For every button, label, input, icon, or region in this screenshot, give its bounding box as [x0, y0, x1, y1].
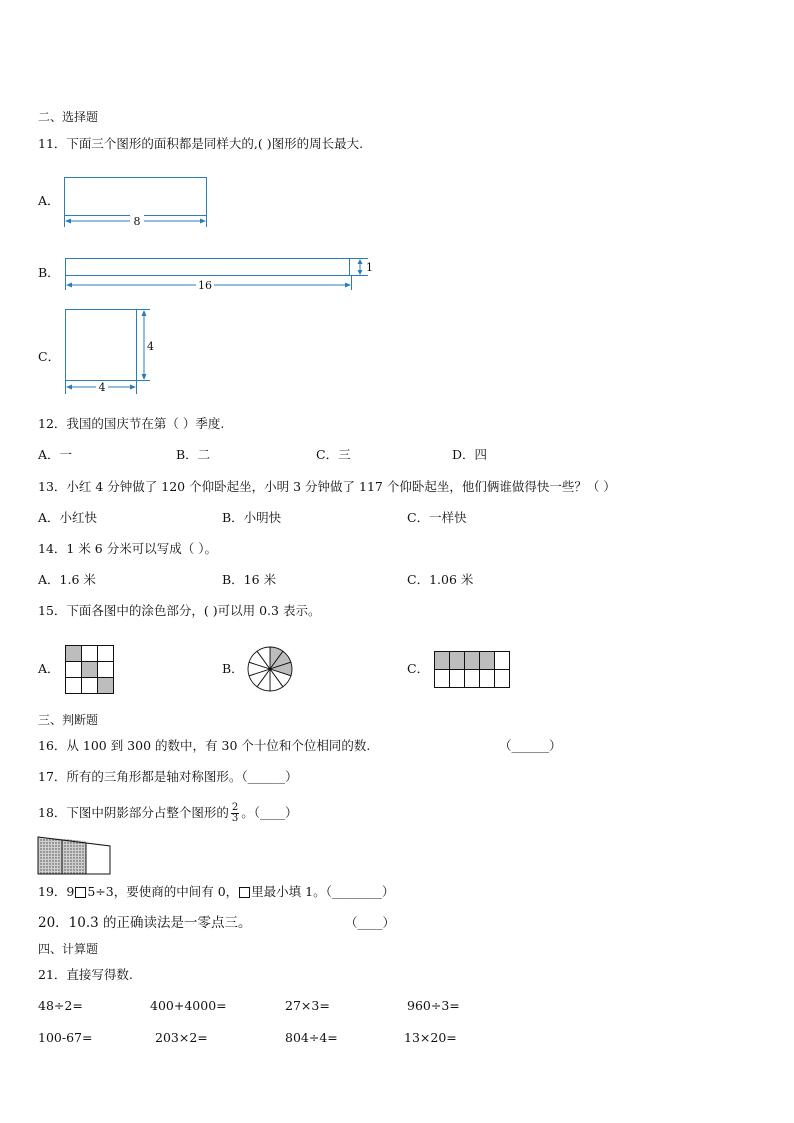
q21-stem: 21．直接写得数.: [38, 967, 133, 982]
q11-option-a-label: A．: [38, 193, 60, 208]
q18-fraction-denominator: 3: [231, 813, 239, 824]
q12-option-b: B．二: [176, 447, 211, 462]
q11-figure-a: [58, 172, 218, 232]
section-heading-judge: 三、判断题: [38, 713, 99, 727]
q15-figure-b-circle: [246, 645, 294, 693]
q11-figure-c: [58, 304, 168, 396]
q19-stem-start: 19．9: [38, 884, 75, 899]
q15-option-b-label: B．: [222, 661, 244, 676]
q12-option-d: D．四: [452, 447, 488, 462]
q21-item: 960÷3=: [407, 998, 460, 1013]
q18-stem-tail: 。（____）: [241, 805, 298, 820]
q14-option-a: A．1.6 米: [38, 572, 96, 587]
q12-option-c: C．三: [316, 447, 351, 462]
q16-stem: 16．从 100 到 300 的数中，有 30 个十位和个位相同的数.: [38, 738, 371, 753]
q18-fraction-numerator: 2: [231, 802, 239, 813]
q11-figure-b: [58, 252, 388, 296]
q15-figure-a-grid: [65, 645, 117, 695]
q18-figure: [37, 836, 113, 876]
q11-a-dimension: 8: [133, 215, 141, 228]
q19-stem-mid: 5÷3，要使商的中间有 0，: [87, 884, 239, 899]
q19-box-digit: [75, 887, 86, 898]
q20-answer-blank[interactable]: （____）: [345, 915, 396, 930]
q16-answer-blank[interactable]: （______）: [499, 738, 562, 753]
q11-c-width: 4: [98, 381, 106, 394]
q18-stem: [38, 800, 298, 826]
q13-option-b: B．小明快: [222, 510, 282, 525]
q19-stem: [38, 884, 394, 900]
q21-item: 13×20=: [404, 1030, 457, 1045]
q14-stem: 14．1 米 6 分米可以写成（ ）。: [38, 541, 217, 556]
q15-option-c-label: C．: [407, 661, 430, 676]
q21-item: 100-67=: [38, 1030, 93, 1045]
q11-option-c-label: C．: [38, 349, 61, 364]
q11-option-b-label: B．: [38, 265, 60, 280]
q15-figure-c-strip: [434, 651, 514, 689]
q21-item: 804÷4=: [285, 1030, 338, 1045]
q11-b-height: 1: [366, 261, 373, 274]
q13-stem: 13．小红 4 分钟做了 120 个仰卧起坐，小明 3 分钟做了 117 个仰卧起坐，他们俩谁做得快一些？（ ）: [38, 479, 616, 494]
q18-fraction: [231, 803, 239, 824]
q12-stem: 12．我国的国庆节在第（ ）季度.: [38, 416, 225, 431]
q15-stem: 15．下面各图中的涂色部分，( )可以用 0.3 表示。: [38, 603, 321, 618]
q19-box-label: [239, 887, 250, 898]
q11-stem: 11．下面三个图形的面积都是同样大的,( )图形的周长最大.: [38, 136, 364, 151]
q11-b-width: 16: [198, 279, 212, 292]
q13-option-a: A．小红快: [38, 510, 98, 525]
q18-stem-text: 18．下图中阴影部分占整个图形的: [38, 805, 229, 820]
q21-item: 48÷2=: [38, 998, 83, 1013]
q20-stem: 20．10.3 的正确读法是一零点三。: [38, 915, 252, 931]
q19-stem-tail: 里最小填 1。（________）: [251, 884, 395, 899]
q11-c-height: 4: [147, 340, 154, 353]
q21-item: 203×2=: [155, 1030, 208, 1045]
q15-option-a-label: A．: [38, 661, 60, 676]
section-heading-choice: 二、选择题: [38, 110, 99, 124]
q14-option-c: C．1.06 米: [407, 572, 474, 587]
q17-stem: 17．所有的三角形都是轴对称图形。（______）: [38, 769, 298, 784]
q12-option-a: A．一: [38, 447, 73, 462]
q21-item: 400+4000=: [150, 998, 227, 1013]
q21-item: 27×3=: [285, 998, 330, 1013]
section-heading-calc: 四、计算题: [38, 942, 99, 956]
q14-option-b: B．16 米: [222, 572, 277, 587]
q13-option-c: C．一样快: [407, 510, 467, 525]
